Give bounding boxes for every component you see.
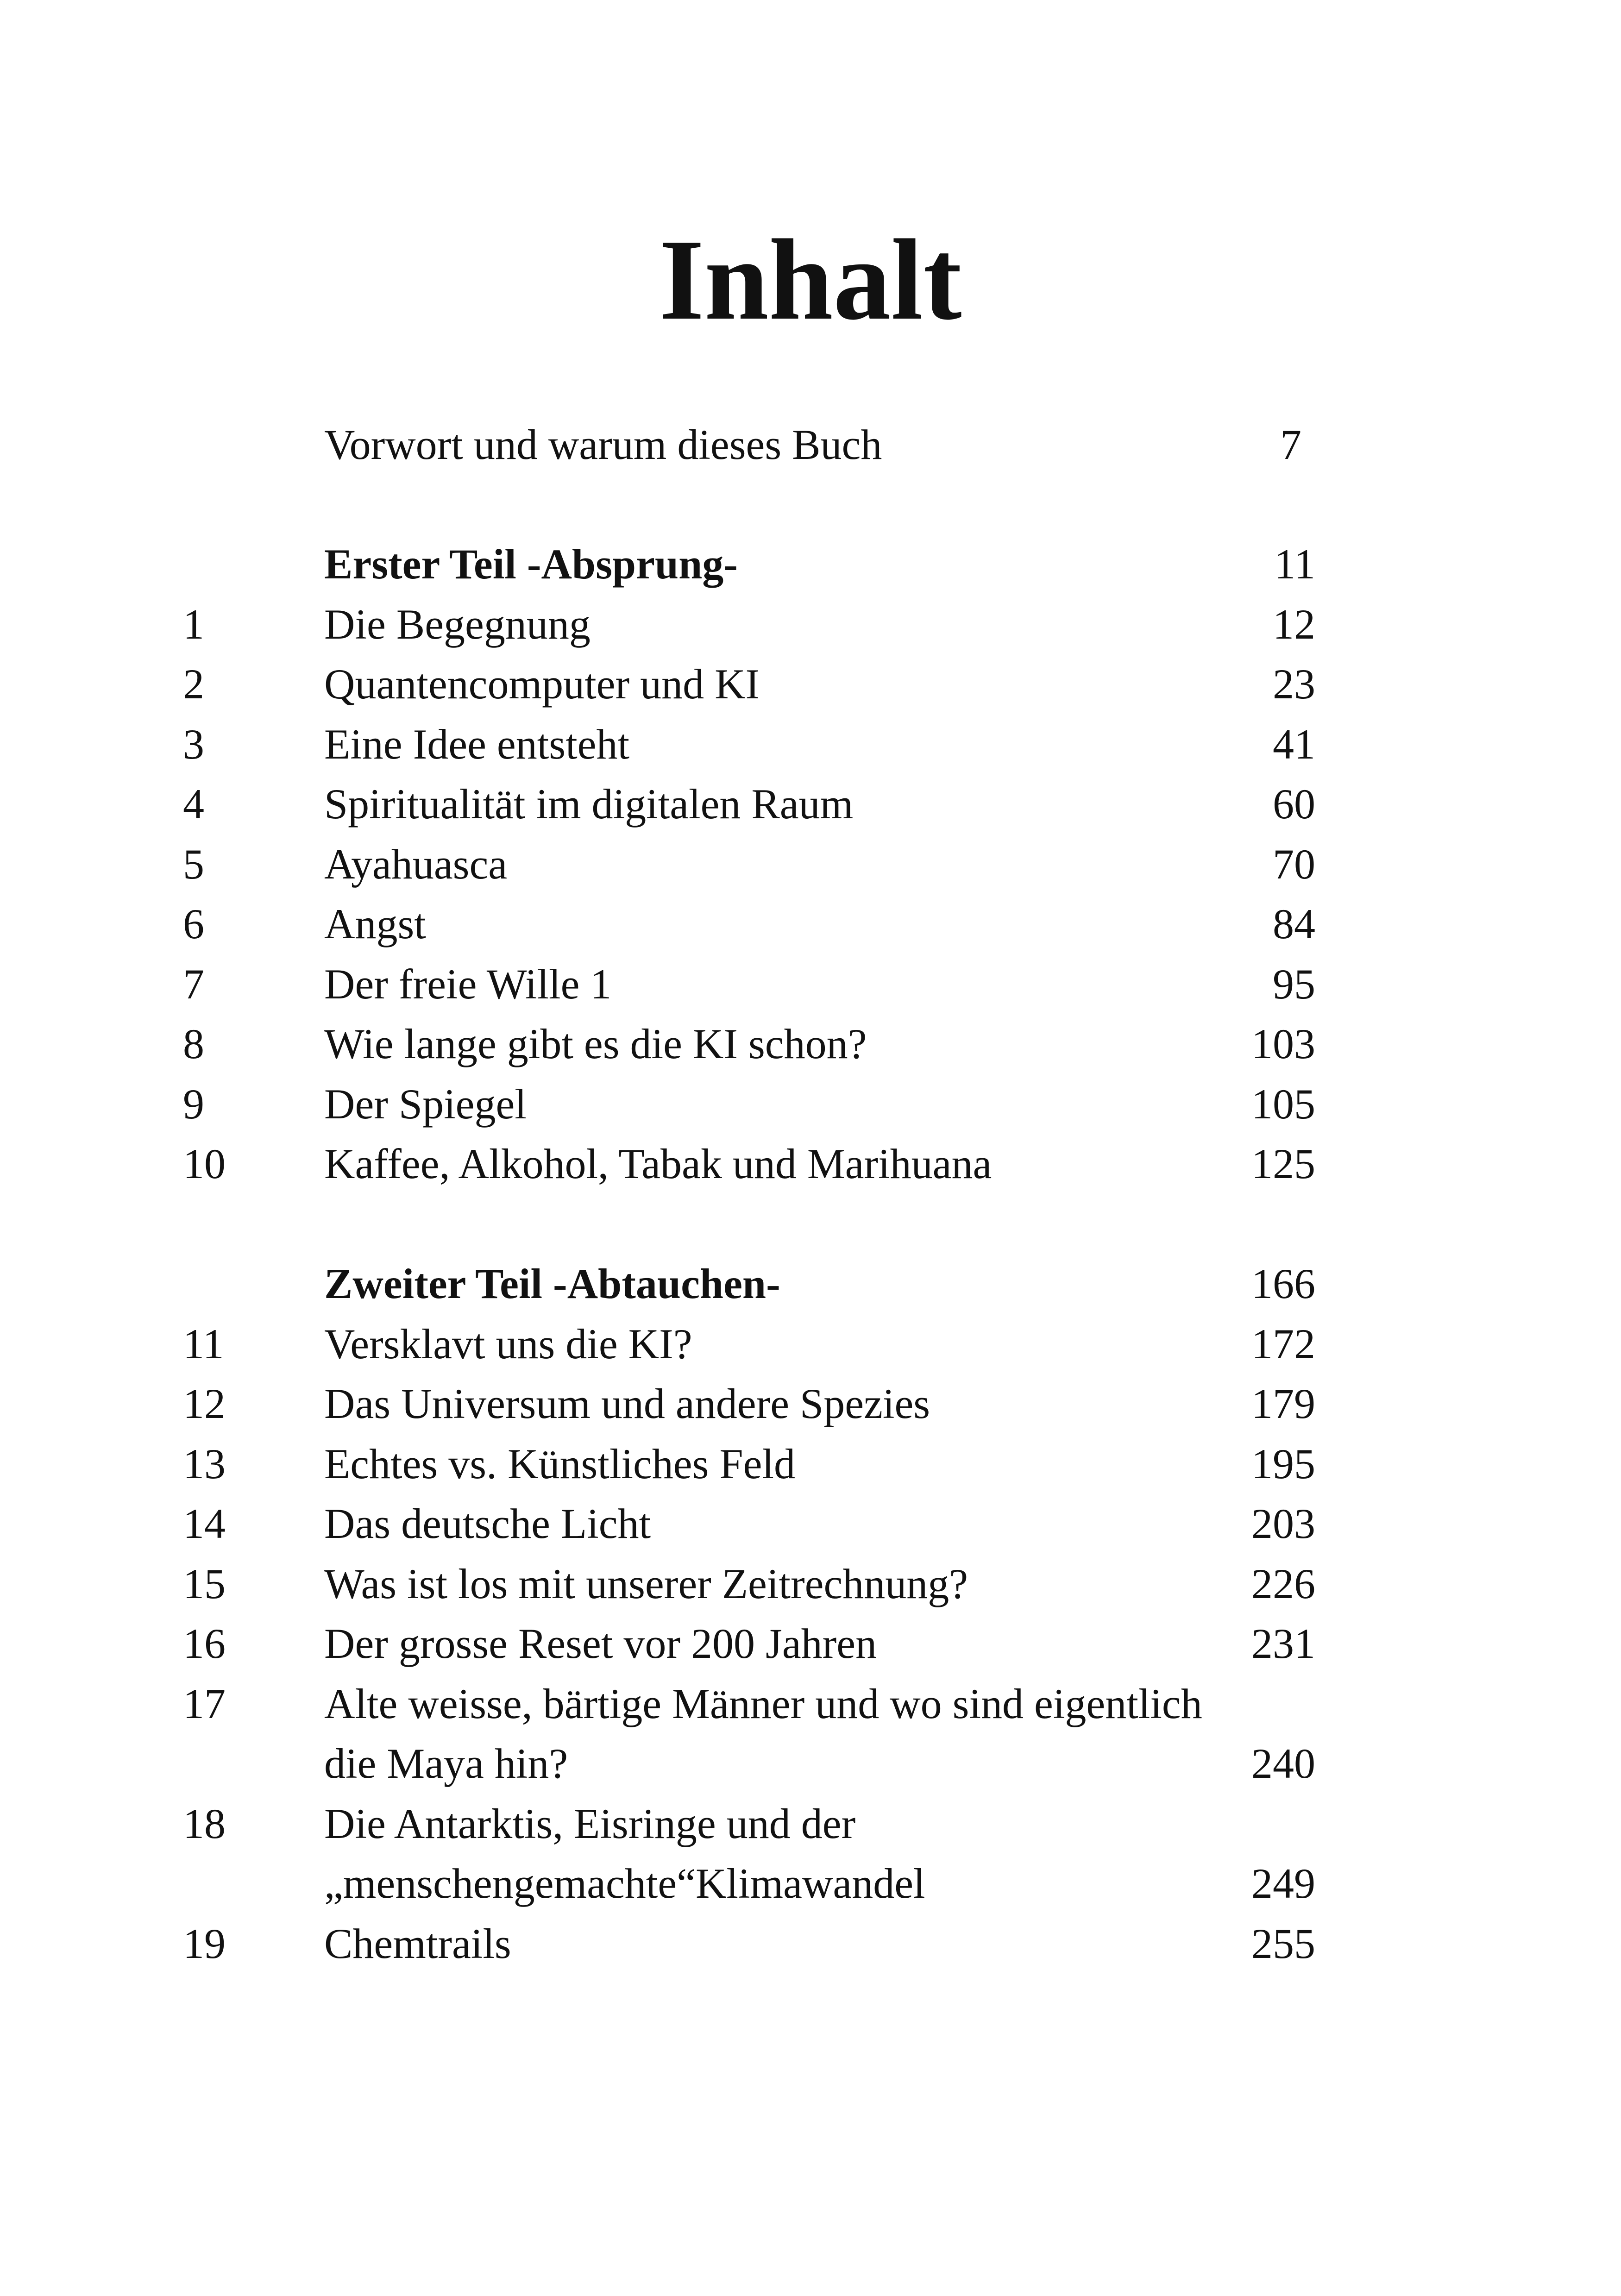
chapter-page: 226 — [1251, 1560, 1315, 1607]
chapter-page: 195 — [1251, 1440, 1315, 1487]
chapter-page: 179 — [1251, 1380, 1315, 1427]
chapter-title: Der Spiegel — [324, 1080, 527, 1128]
chapter-title: Alte weisse, bärtige Männer und wo sind eigentlich — [324, 1680, 1202, 1727]
toc-chapter-row-continued[interactable] — [0, 1853, 1621, 1913]
chapter-number: 13 — [183, 1440, 226, 1487]
toc-entry-label: Vorwort und warum dieses Buch — [324, 421, 882, 468]
toc-part-heading-2[interactable] — [0, 1254, 1621, 1314]
toc-chapter-row[interactable] — [0, 1913, 1621, 1974]
chapter-number: 14 — [183, 1500, 226, 1547]
chapter-title: Der freie Wille 1 — [324, 960, 612, 1008]
toc-chapter-row[interactable] — [0, 714, 1621, 774]
chapter-title: Das Universum und andere Spezies — [324, 1380, 930, 1427]
chapter-page: 240 — [1251, 1740, 1315, 1787]
page-title: Inhalt — [659, 216, 962, 344]
chapter-page: 125 — [1251, 1140, 1315, 1187]
chapter-title: Die Begegnung — [324, 601, 591, 648]
toc-entry-page: 7 — [1280, 421, 1301, 468]
toc-chapter-row[interactable] — [0, 1314, 1621, 1374]
chapter-title: Ayahuasca — [324, 841, 508, 888]
chapter-number: 15 — [183, 1560, 226, 1607]
chapter-title: Spiritualität im digitalen Raum — [324, 780, 854, 828]
chapter-page: 103 — [1251, 1020, 1315, 1067]
toc-chapter-row[interactable] — [0, 894, 1621, 954]
chapter-page: 95 — [1273, 960, 1315, 1008]
chapter-number: 3 — [183, 721, 204, 768]
toc-part-label: Zweiter Teil -Abtauchen- — [324, 1260, 780, 1307]
chapter-number: 19 — [183, 1920, 226, 1967]
chapter-title: Eine Idee entsteht — [324, 721, 630, 768]
toc-chapter-row[interactable] — [0, 1134, 1621, 1194]
chapter-page: 60 — [1273, 780, 1315, 828]
chapter-title: Kaffee, Alkohol, Tabak und Marihuana — [324, 1140, 992, 1187]
toc-chapter-row[interactable] — [0, 1014, 1621, 1074]
chapter-title-continued: „menschengemachte“Klimawandel — [324, 1860, 925, 1907]
toc-part-label: Erster Teil -Absprung- — [324, 540, 738, 588]
chapter-number: 16 — [183, 1620, 226, 1667]
chapter-title: Die Antarktis, Eisringe und der — [324, 1800, 856, 1847]
toc-chapter-row[interactable] — [0, 1674, 1621, 1734]
chapter-number: 5 — [183, 841, 204, 888]
toc-chapter-row-continued[interactable] — [0, 1733, 1621, 1794]
chapter-number: 8 — [183, 1020, 204, 1067]
toc-chapter-row[interactable] — [0, 1794, 1621, 1854]
chapter-title: Was ist los mit unserer Zeitrechnung? — [324, 1560, 968, 1607]
chapter-page: 70 — [1273, 841, 1315, 888]
toc-chapter-row[interactable] — [0, 654, 1621, 714]
toc-chapter-row[interactable] — [0, 1613, 1621, 1674]
toc-chapter-row[interactable] — [0, 774, 1621, 834]
chapter-number: 18 — [183, 1800, 226, 1847]
toc-chapter-row[interactable] — [0, 954, 1621, 1014]
chapter-number: 1 — [183, 601, 204, 648]
toc-entry-foreword[interactable] — [0, 414, 1621, 475]
chapter-title: Quantencomputer und KI — [324, 660, 760, 708]
chapter-page: 172 — [1251, 1320, 1315, 1368]
chapter-title: Versklavt uns die KI? — [324, 1320, 692, 1368]
toc-chapter-row[interactable] — [0, 594, 1621, 654]
chapter-page: 12 — [1273, 601, 1315, 648]
toc-part-page: 11 — [1274, 540, 1315, 588]
toc-chapter-row[interactable] — [0, 1374, 1621, 1434]
chapter-page: 255 — [1251, 1920, 1315, 1967]
chapter-title: Wie lange gibt es die KI schon? — [324, 1020, 867, 1067]
chapter-number: 9 — [183, 1080, 204, 1128]
chapter-title: Der grosse Reset vor 200 Jahren — [324, 1620, 877, 1667]
chapter-page: 231 — [1251, 1620, 1315, 1667]
chapter-number: 6 — [183, 900, 204, 947]
toc-chapter-row[interactable] — [0, 1074, 1621, 1134]
toc-chapter-row[interactable] — [0, 1434, 1621, 1494]
chapter-page: 203 — [1251, 1500, 1315, 1547]
chapter-title: Echtes vs. Künstliches Feld — [324, 1440, 795, 1487]
chapter-page: 23 — [1273, 660, 1315, 708]
chapter-page: 249 — [1251, 1860, 1315, 1907]
chapter-number: 2 — [183, 660, 204, 708]
chapter-title: Angst — [324, 900, 426, 947]
chapter-number: 11 — [183, 1320, 224, 1368]
toc-chapter-row[interactable] — [0, 834, 1621, 894]
chapter-title: Das deutsche Licht — [324, 1500, 651, 1547]
toc-chapter-row[interactable] — [0, 1493, 1621, 1554]
chapter-number: 12 — [183, 1380, 226, 1427]
chapter-title-continued: die Maya hin? — [324, 1740, 568, 1787]
chapter-page: 41 — [1273, 721, 1315, 768]
chapter-page: 105 — [1251, 1080, 1315, 1128]
toc-part-page: 166 — [1251, 1260, 1315, 1307]
chapter-number: 17 — [183, 1680, 226, 1727]
chapter-number: 4 — [183, 780, 204, 828]
chapter-number: 7 — [183, 960, 204, 1008]
toc-part-heading-1[interactable] — [0, 534, 1621, 594]
toc-chapter-row[interactable] — [0, 1554, 1621, 1614]
chapter-title: Chemtrails — [324, 1920, 511, 1967]
chapter-page: 84 — [1273, 900, 1315, 947]
chapter-number: 10 — [183, 1140, 226, 1187]
